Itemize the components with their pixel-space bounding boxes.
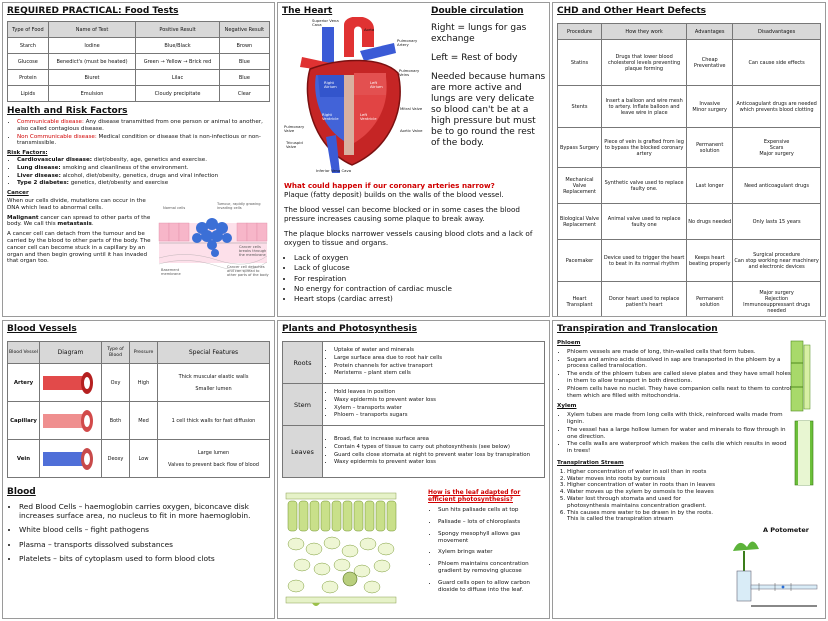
list-item: • Guard cells close stomata at night to prevent water loss by transpiration <box>334 452 543 459</box>
list-item: • Red Blood Cells – haemoglobin carries oxygen, biconcave disk increases surface area, no nucleus to fit in more haemoglobin. <box>19 502 270 520</box>
list-item: • For respiration <box>294 274 546 283</box>
label-superior-vena-cava: Superior Vena Cava <box>312 18 339 28</box>
list-item: 1. Higher concentration of water in soil than in roots <box>567 469 717 476</box>
food-header-2: Positive Result <box>136 22 219 38</box>
risk-factors-list <box>7 157 270 187</box>
stream-title: Transpiration Stream <box>557 459 624 466</box>
chd-cell: Device used to trigger the heart to beat in its normal rhythm <box>602 240 687 282</box>
chd-header-0: Procedure <box>558 24 602 40</box>
leaf-adaptations <box>428 489 548 599</box>
chd-cell: Animal valve used to replace faulty one <box>602 204 687 240</box>
food-cell: Glucose <box>8 54 49 70</box>
list-item: • Palisade – lots of chloroplasts <box>438 519 548 526</box>
table-row <box>558 240 821 282</box>
list-item: • Spongy mesophyll allows gas movement <box>438 531 548 545</box>
label-right-atrium: Right Atrium <box>324 80 337 90</box>
table-row <box>558 128 821 168</box>
list-item: 6. This causes more water to be drawn in by the roots. This is called the transpiration stream <box>567 510 717 524</box>
vessel-header-4: Special Features <box>158 342 270 364</box>
leaf-diagram <box>284 489 414 616</box>
plant-organ: Stem <box>283 384 323 426</box>
list-item: 4. Water moves up the xylem by osmosis to the leaves <box>567 489 717 496</box>
list-item: • Waxy epidermis to prevent water loss <box>334 459 543 466</box>
plant-organ: Leaves <box>283 426 323 478</box>
left-side-text: Left = Rest of body <box>431 53 518 63</box>
chd-cell: Keeps heart beating properly <box>687 240 733 282</box>
list-item: • Lack of glucose <box>294 263 546 272</box>
blood-list <box>7 502 270 563</box>
list-item: • No energy for contraction of cardiac muscle <box>294 284 546 293</box>
non-communicable-term: Non Communicable disease: <box>17 133 97 140</box>
phloem-title: Phloem <box>557 340 581 346</box>
food-cell: Blue/Black <box>136 38 219 54</box>
chd-cell: Invasive Minor surgery <box>687 86 733 128</box>
food-tests-table <box>7 21 270 102</box>
table-row <box>8 70 270 86</box>
vessels-table <box>7 341 270 478</box>
coronary-question: What could happen if our coronary arteries narrow? <box>284 181 495 190</box>
label-tricuspid-valve: Tricuspid Valve <box>286 140 303 150</box>
label-pulmonary-artery: Pulmonary Artery <box>397 38 418 48</box>
chd-header-1: How they work <box>602 24 687 40</box>
list-item: • Phloem vessels are made of long, thin-walled cells that form tubes. <box>567 349 792 356</box>
double-circulation-title: Double circulation <box>431 6 524 16</box>
food-header-1: Name of Test <box>48 22 136 38</box>
table-row <box>8 86 270 102</box>
disease-definitions <box>7 119 270 147</box>
food-header-0: Type of Food <box>8 22 49 38</box>
list-item: 2. Water moves into roots by osmosis <box>567 476 717 483</box>
chd-title: CHD and Other Heart Defects <box>557 6 707 16</box>
list-item: • Sun hits palisade cells at top <box>438 507 548 514</box>
chd-cell: No drugs needed <box>687 204 733 240</box>
needed-text: Needed because humans are more active and lungs are very delicate so blood can't be at a high pressure but must be to go round the rest of the body. <box>431 72 546 148</box>
list-item: 3. Higher concentration of water in roots than in leaves <box>567 482 717 489</box>
coronary-section <box>284 181 546 304</box>
panel-plants <box>277 320 550 619</box>
list-item: • The cells walls are waterproof which makes the cells die which results in wood in trees! <box>567 441 792 455</box>
food-cell: Brown <box>219 38 269 54</box>
chd-cell: Permanent solution <box>687 128 733 168</box>
transpiration-title: Transpiration and Translocation <box>557 324 718 334</box>
vessel-cell: Large lumen Valves to prevent back flow of blood <box>158 440 270 478</box>
chd-cell: Need anticoagulant drugs <box>733 168 821 204</box>
chd-cell: Statins <box>558 40 602 86</box>
coronary-effects-list <box>284 253 546 303</box>
food-cell: Emulsion <box>48 86 136 102</box>
list-item: • Guard cells open to allow carbon dioxide to diffuse into the leaf. <box>438 580 548 594</box>
label-pulmonary-valve: Pulmonary Valve <box>284 124 305 134</box>
list-item: • Large surface area due to root hair cells <box>334 355 543 362</box>
chd-cell: Permanent solution <box>687 282 733 318</box>
list-item: • Platelets – bits of cytoplasm used to form blood clots <box>19 554 270 563</box>
food-header-3: Negative Result <box>219 22 269 38</box>
table-row <box>558 168 821 204</box>
cancer-title: Cancer <box>7 190 29 197</box>
vessel-diagram <box>40 402 102 440</box>
list-item: • Type 2 diabetes: genetics, diet/obesity and exercise <box>17 180 270 187</box>
chd-cell: Drugs that lower blood cholesterol levels preventing plaque forming <box>602 40 687 86</box>
vessel-diagram <box>40 364 102 402</box>
list-item: • Waxy epidermis to prevent water loss <box>334 397 543 404</box>
list-item: • Broad, flat to increase surface area <box>334 436 543 443</box>
food-cell: Protein <box>8 70 49 86</box>
list-item: • Lung disease: smoking and cleanliness of the environment. <box>17 165 270 172</box>
chd-cell: Anticoagulant drugs are needed which prevents blood clotting <box>733 86 821 128</box>
list-item: • Xylem – transports water <box>334 405 543 412</box>
leaf-question: How is the leaf adapted for efficient photosynthesis? <box>428 489 521 504</box>
label-tumour: Tumour, rapidly growing invading cells <box>217 201 261 210</box>
list-item: • Xylem brings water <box>438 549 548 556</box>
panel-transpiration <box>552 320 826 619</box>
list-item: • Meristems – plant stem cells <box>334 370 543 377</box>
health-title: Health and Risk Factors <box>7 106 128 116</box>
potometer-diagram <box>723 521 823 617</box>
heart-title: The Heart <box>282 6 333 16</box>
xylem-title: Xylem <box>557 403 577 410</box>
vessel-cell: High <box>130 364 158 402</box>
chd-cell: Cheap Preventative <box>687 40 733 86</box>
potometer-title: A Potometer <box>763 526 809 534</box>
list-item: • Plasma – transports dissolved substances <box>19 540 270 549</box>
malignant-text: Malignant cancer can spread to other parts of the body. We call this metastasis. <box>7 214 151 228</box>
chd-header-2: Advantages <box>687 24 733 40</box>
food-cell: Clear <box>219 86 269 102</box>
label-aortic-valve: Aortic Valve <box>400 128 423 133</box>
chd-cell: Biological Valve Replacement <box>558 204 602 240</box>
plant-organ-features <box>323 384 545 426</box>
label-detaches: Cancer cell detaches and can spread to other parts of the body <box>227 264 269 277</box>
panel-food-health <box>2 2 275 317</box>
table-row <box>283 342 545 384</box>
panel-heart <box>277 2 550 317</box>
label-pulmonary-veins: Pulmonary Veins <box>399 68 420 78</box>
double-circulation <box>431 6 546 149</box>
list-item: • Sugars and amino acids dissolved in sap are transported in the phloem by a process called translocation. <box>567 357 792 371</box>
vessel-header-0: Blood Vessel <box>8 342 40 364</box>
chd-cell: Can cause side effects <box>733 40 821 86</box>
table-row <box>558 86 821 128</box>
vessel-name: Artery <box>8 364 40 402</box>
vessel-cell: Low <box>130 440 158 478</box>
vessel-cell: Thick muscular elastic walls Smaller lumen <box>158 364 270 402</box>
table-row <box>558 204 821 240</box>
communicable-term: Communicable disease: <box>17 119 84 125</box>
table-row <box>8 440 270 478</box>
chd-header-3: Disadvantages <box>733 24 821 40</box>
label-breaks-through: Cancer cells breaks through the membrane <box>239 244 267 257</box>
food-cell: Benedict's (must be heated) <box>48 54 136 70</box>
vessel-cell: Oxy <box>102 364 130 402</box>
plants-title: Plants and Photosynthesis <box>282 324 417 334</box>
plant-organs-table <box>282 341 545 478</box>
list-item: • Hold leaves in position <box>334 389 543 396</box>
list-item: • Lack of oxygen <box>294 253 546 262</box>
chd-cell: Pacemaker <box>558 240 602 282</box>
list-item: • Phloem cells have no nuclei. They have companion cells next to them to control them which are filled with mitochondria. <box>567 386 792 400</box>
chd-cell: Expensive Scars Major surgery <box>733 128 821 168</box>
label-basement: Basement membrane <box>161 267 181 276</box>
list-item: • Protein channels for active transport <box>334 363 543 370</box>
cancer-diagram <box>157 198 270 283</box>
vessel-diagram <box>40 440 102 478</box>
vessel-cell: Med <box>130 402 158 440</box>
food-cell: Lilac <box>136 70 219 86</box>
transpiration-stream-list <box>557 469 717 523</box>
label-aorta: Aorta <box>364 27 375 32</box>
plant-organ-features <box>323 342 545 384</box>
label-mitral-valve: Mitral Valve <box>400 106 423 111</box>
food-cell: Green → Yellow → Brick red <box>136 54 219 70</box>
vessel-cell: 1 cell thick walls for fast diffusion <box>158 402 270 440</box>
coronary-p3: The plaque blocks narrower vessels causing blood clots and a lack of oxygen to tissue and organs. <box>284 229 533 247</box>
xylem-list <box>557 412 792 455</box>
right-side-text: Right = lungs for gas exchange <box>431 23 527 44</box>
vessel-header-2: Type of Blood <box>102 342 130 364</box>
food-tests-title: REQUIRED PRACTICAL: Food Tests <box>7 6 179 16</box>
heart-diagram <box>282 17 427 175</box>
list-item: 5. Water lost through stomata and used for photosynthesis maintains concentration gradient. <box>567 496 717 510</box>
vessels-title: Blood Vessels <box>7 324 77 334</box>
coronary-p2: The blood vessel can become blocked or in some cases the blood pressure increases causing some plaque to break away. <box>284 205 520 223</box>
chd-cell: Stents <box>558 86 602 128</box>
leaf-adaptation-list <box>428 507 548 594</box>
label-right-ventricle: Right Ventricle <box>322 112 339 122</box>
label-left-ventricle: Left Ventricle <box>360 112 377 122</box>
food-cell: Blue <box>219 70 269 86</box>
table-row <box>558 40 821 86</box>
blood-title: Blood <box>7 487 36 497</box>
list-item: • Phloem – transports sugars <box>334 412 543 419</box>
vessel-name: Capillary <box>8 402 40 440</box>
chd-cell: Only lasts 15 years <box>733 204 821 240</box>
label-left-atrium: Left Atrium <box>370 80 383 90</box>
chd-cell: Last longer <box>687 168 733 204</box>
chd-cell: Heart Transplant <box>558 282 602 318</box>
list-item: • White blood cells – fight pathogens <box>19 525 270 534</box>
panel-blood <box>2 320 275 619</box>
cancer-spread-text: A cancer cell can detach from the tumour and be carried by the blood to other parts of the body. The cancer cell can become stuck in a capillary by an organ and then begin growing until it has invaded that organ too. <box>7 231 151 265</box>
list-item: • The vessel has a large hollow lumen for water and minerals to flow through in one direction. <box>567 427 792 441</box>
chd-cell: Major surgery Rejection Immunosuppressant drugs needed <box>733 282 821 318</box>
list-item: • The ends of the phloem tubes are called sieve plates and they have small holes in them to allow transport in both directions. <box>567 371 792 385</box>
food-cell: Biuret <box>48 70 136 86</box>
vessel-cell: Deoxy <box>102 440 130 478</box>
list-item: • Liver disease: alcohol, diet/obesity, genetics, drugs and viral infection <box>17 173 270 180</box>
table-row <box>8 38 270 54</box>
chd-cell: Bypass Surgery <box>558 128 602 168</box>
coronary-p1: Plaque (fatty deposit) builds on the walls of the blood vessel. <box>284 190 504 199</box>
risk-factors-title: Risk Factors: <box>7 150 48 157</box>
vessel-header-1: Diagram <box>40 342 102 364</box>
table-row <box>8 364 270 402</box>
list-item: • Uptake of water and minerals <box>334 347 543 354</box>
food-cell: Cloudy precipitate <box>136 86 219 102</box>
table-row <box>8 54 270 70</box>
table-row <box>283 384 545 426</box>
phloem-list <box>557 349 792 400</box>
food-cell: Lipids <box>8 86 49 102</box>
vessel-header-3: Pressure <box>130 342 158 364</box>
vessel-cell: Both <box>102 402 130 440</box>
food-cell: Blue <box>219 54 269 70</box>
chd-cell: Piece of vein is grafted from leg to bypass the blocked coronary artery <box>602 128 687 168</box>
food-cell: Starch <box>8 38 49 54</box>
chd-cell: Synthetic valve used to replace faulty one. <box>602 168 687 204</box>
table-row <box>8 402 270 440</box>
label-normal-cells: Normal cells <box>163 205 186 210</box>
panel-chd <box>552 2 826 317</box>
food-cell: Iodine <box>48 38 136 54</box>
table-row <box>283 426 545 478</box>
chd-cell: Mechanical Valve Replacement <box>558 168 602 204</box>
chd-table <box>557 23 821 317</box>
cancer-intro: When our cells divide, mutations can occur in the DNA which lead to abnormal cells. <box>7 197 146 211</box>
list-item: • Cardiovascular disease: diet/obesity, age, genetics and exercise. <box>17 157 270 164</box>
phloem-xylem-diagram <box>787 339 821 489</box>
plant-organ-features <box>323 426 545 478</box>
chd-cell: Surgical procedure Can stop working near machinery and electronic devices <box>733 240 821 282</box>
chd-cell: Insert a balloon and wire mesh to artery. Inflate balloon and leave wire in place <box>602 86 687 128</box>
non-communicable-text: Medical condition or disease that is non-infectious or non-transmissible. <box>17 133 261 147</box>
list-item: • Heart stops (cardiac arrest) <box>294 294 546 303</box>
label-inferior-vena-cava: Inferior Vena Cava <box>316 168 352 173</box>
list-item: • Contain 4 types of tissue to carry out photosynthesis (see below) <box>334 444 543 451</box>
communicable-text: Any disease transmitted from one person or animal to another, also called contagious disease. <box>17 119 263 132</box>
list-item: • Xylem tubes are made from long cells with thick, reinforced walls made from lignin. <box>567 412 792 426</box>
list-item: • Phloem maintains concentration gradient by removing glucose <box>438 561 548 575</box>
plant-organ: Roots <box>283 342 323 384</box>
vessel-name: Vein <box>8 440 40 478</box>
table-row <box>558 282 821 318</box>
chd-cell: Donor heart used to replace patient's heart <box>602 282 687 318</box>
